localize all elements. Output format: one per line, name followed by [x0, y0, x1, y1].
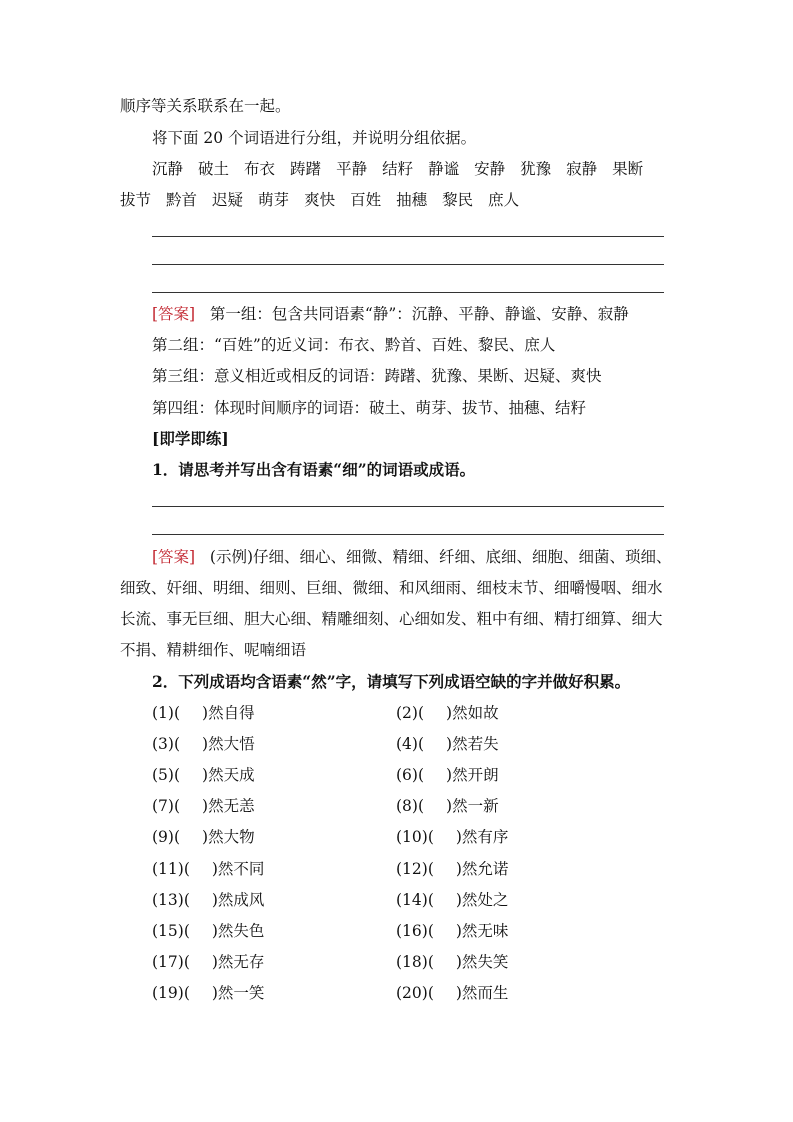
- idiom-item: [152, 983, 264, 1003]
- idiom-text: )然失色: [211, 921, 265, 940]
- question-1: 1．请思考并写出含有语素“细”的词语或成语。: [152, 460, 476, 479]
- word-item: 黎民: [442, 191, 474, 209]
- idiom-number: (2)(: [396, 704, 425, 722]
- idiom-item: [152, 734, 255, 754]
- idiom-text: )然有序: [455, 828, 509, 847]
- answer-tag: [答案]: [152, 548, 196, 566]
- answer-2-line-1: [152, 547, 672, 567]
- idiom-number: (7)(: [152, 797, 181, 816]
- answer-line: [152, 292, 664, 293]
- idiom-text: )然如故: [446, 704, 499, 722]
- word-item: 结籽: [382, 160, 414, 178]
- idiom-item: [152, 765, 255, 785]
- idiom-text: )然无恙: [202, 797, 255, 816]
- idiom-number: (10)(: [396, 828, 434, 847]
- idiom-text: )然失笑: [455, 952, 509, 971]
- idiom-number: (9)(: [152, 828, 181, 847]
- word-item: 迟疑: [212, 191, 244, 209]
- idiom-item: [152, 859, 264, 879]
- answer-line: [152, 236, 664, 237]
- idiom-item: [152, 952, 264, 972]
- idiom-text: )然一笑: [211, 983, 265, 1002]
- word-item: 抽穗: [396, 191, 428, 209]
- idiom-item: [396, 859, 508, 879]
- idiom-number: (15)(: [152, 921, 190, 940]
- idiom-item: [396, 703, 499, 723]
- idiom-number: (5)(: [152, 766, 181, 785]
- answer-line: [152, 264, 664, 265]
- answer-line: [152, 506, 664, 507]
- word-item: 爽快: [304, 191, 336, 209]
- word-list-row-2: [120, 190, 534, 210]
- answer-2-text: (示例)仔细、细心、细微、精细、纤细、底细、细胞、细菌、琐细、: [209, 548, 672, 566]
- idiom-text: )然天成: [202, 766, 255, 785]
- answer-group-3: 第三组：意义相近或相反的词语：踌躇、犹豫、果断、迟疑、爽快: [152, 367, 602, 385]
- word-item: 果断: [612, 160, 644, 178]
- idiom-item: [396, 734, 499, 754]
- word-item: 踌躇: [290, 160, 322, 178]
- idiom-number: (4)(: [396, 735, 425, 754]
- idiom-text: )然处之: [455, 890, 509, 909]
- idiom-text: )然不同: [211, 859, 265, 878]
- idiom-text: )然成风: [211, 890, 265, 909]
- word-item: 安静: [474, 160, 506, 178]
- idiom-number: (17)(: [152, 952, 190, 971]
- idiom-number: (13)(: [152, 890, 190, 909]
- word-item: 犹豫: [520, 160, 552, 178]
- word-item: 破土: [198, 160, 230, 178]
- word-item: 静谧: [428, 160, 460, 178]
- idiom-item: [152, 796, 255, 816]
- idiom-item: [152, 921, 264, 941]
- answer-group-2: 第二组：“百姓”的近义词：布衣、黔首、百姓、黎民、庶人: [152, 336, 556, 354]
- answer-2-line-2: 细致、奸细、明细、细则、巨细、微细、和风细雨、细枝末节、细嚼慢咽、细水: [120, 579, 663, 597]
- answer-tag: [答案]: [152, 305, 196, 323]
- idiom-item: [396, 952, 508, 972]
- word-item: 布衣: [244, 160, 276, 178]
- idiom-item: [396, 983, 508, 1003]
- answer-2-line-3: 长流、事无巨细、胆大心细、精雕细刻、心细如发、粗中有细、精打细算、细大: [120, 610, 663, 628]
- idiom-text: )然大悟: [202, 735, 255, 754]
- answer-group-4: 第四组：体现时间顺序的词语：破土、萌芽、拔节、抽穗、结籽: [152, 399, 587, 417]
- idiom-item: [152, 827, 255, 847]
- answer-2-line-4: 不捐、精耕细作、呢喃细语: [120, 641, 307, 659]
- word-item: 百姓: [350, 191, 382, 209]
- idiom-item: [152, 890, 264, 910]
- intro-line-1: 顺序等关系联系在一起。: [120, 97, 291, 115]
- idiom-text: )然无存: [211, 952, 265, 971]
- idiom-item: [396, 765, 499, 785]
- word-item: 平静: [336, 160, 368, 178]
- word-item: 黔首: [166, 191, 198, 209]
- idiom-number: (12)(: [396, 859, 434, 878]
- task-instruction: 将下面 20 个词语进行分组，并说明分组依据。: [152, 129, 477, 147]
- idiom-text: )然一新: [446, 797, 499, 816]
- idiom-number: (11)(: [152, 859, 190, 878]
- idiom-text: )然若失: [446, 735, 499, 754]
- answer-group-1: [152, 304, 629, 324]
- idiom-item: [396, 921, 508, 941]
- idiom-number: (18)(: [396, 952, 434, 971]
- word-item: 沉静: [152, 160, 184, 178]
- idiom-item: [396, 890, 508, 910]
- idiom-text: )然而生: [455, 983, 509, 1002]
- word-item: 寂静: [566, 160, 598, 178]
- idiom-number: (14)(: [396, 890, 434, 909]
- idiom-number: (20)(: [396, 983, 434, 1002]
- idiom-text: )然大物: [202, 828, 255, 847]
- word-item: 萌芽: [258, 191, 290, 209]
- idiom-item: [152, 703, 255, 723]
- idiom-number: (6)(: [396, 766, 425, 785]
- idiom-text: )然开朗: [446, 766, 499, 785]
- idiom-text: )然允诺: [455, 859, 509, 878]
- answer-line: [152, 534, 664, 535]
- practice-heading: [即学即练]: [152, 429, 229, 448]
- idiom-text: )然无味: [455, 921, 509, 940]
- word-item: 庶人: [488, 191, 520, 209]
- idiom-number: (19)(: [152, 983, 190, 1002]
- idiom-number: (16)(: [396, 921, 434, 940]
- word-item: 拔节: [120, 191, 152, 209]
- question-2: 2．下列成语均含语素“然”字，请填写下列成语空缺的字并做好积累。: [152, 672, 631, 691]
- group-1-text: 第一组：包含共同语素“静”：沉静、平静、静谧、安静、寂静: [209, 305, 629, 323]
- idiom-item: [396, 796, 499, 816]
- idiom-number: (1)(: [152, 704, 181, 722]
- idiom-number: (8)(: [396, 797, 425, 816]
- idiom-text: )然自得: [202, 704, 255, 722]
- idiom-number: (3)(: [152, 735, 181, 754]
- word-list-row-1: [152, 159, 658, 179]
- idiom-item: [396, 827, 508, 847]
